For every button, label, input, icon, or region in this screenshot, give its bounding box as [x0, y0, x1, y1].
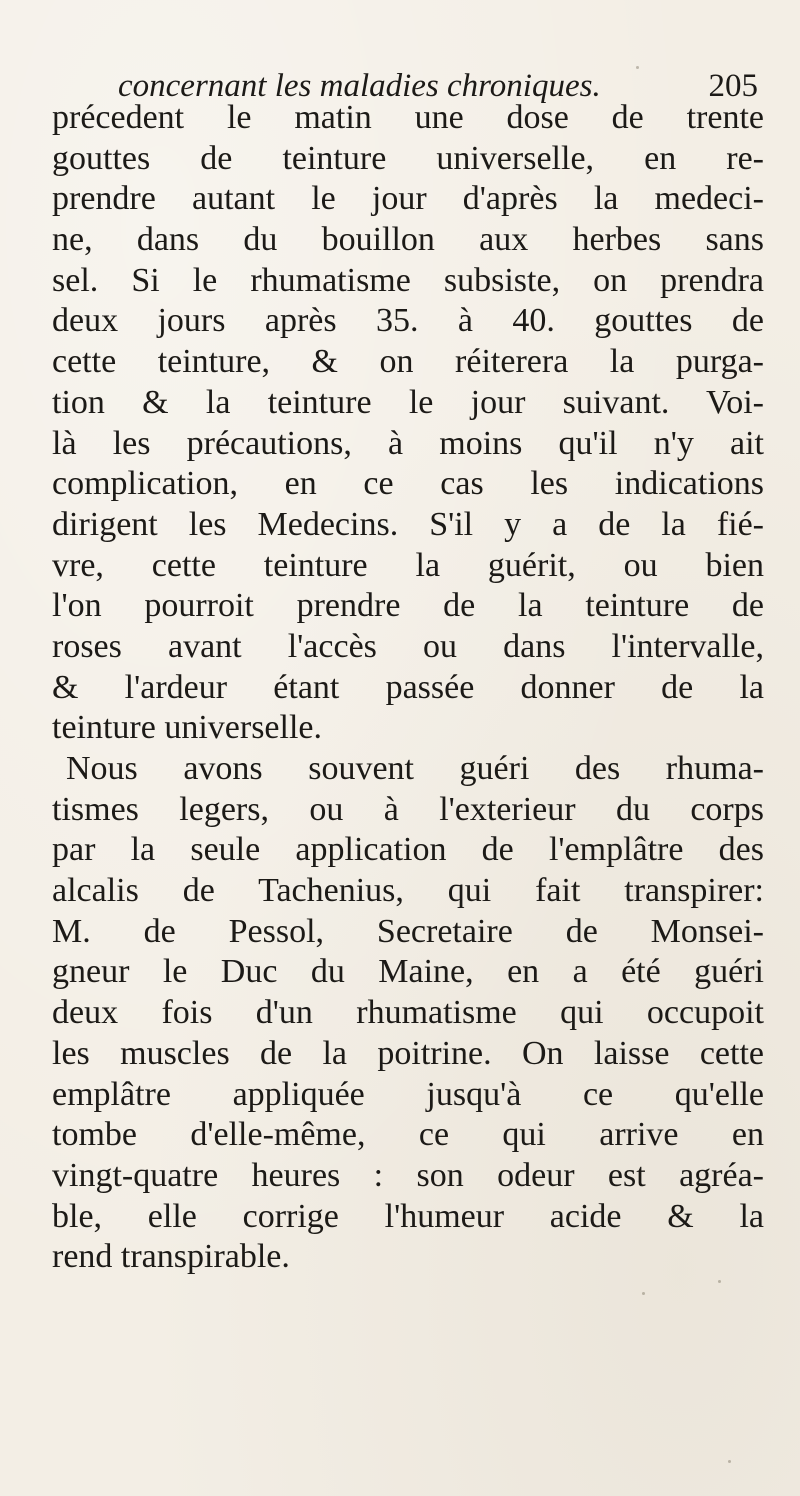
- paper-speck: [718, 1280, 721, 1283]
- text-line: là les précautions, à moins qu'il n'y ait: [52, 424, 764, 462]
- text-line: vre, cette teinture la guérit, ou bien: [52, 546, 764, 584]
- text-line: deux fois d'un rhumatisme qui occupoit: [52, 994, 764, 1032]
- text-line: cette teinture, & on réiterera la purga-: [52, 343, 764, 381]
- paper-speck: [728, 1460, 731, 1463]
- page-number: 205: [708, 68, 758, 104]
- text-line: deux jours après 35. à 40. gouttes de: [52, 302, 764, 340]
- paper-speck: [642, 1292, 645, 1295]
- text-line: par la seule application de l'emplâtre des: [52, 831, 764, 869]
- body-text: [52, 98, 764, 1278]
- text-line: & l'ardeur étant passée donner de la: [52, 668, 764, 706]
- text-line: tombe d'elle-même, ce qui arrive en: [52, 1116, 764, 1154]
- text-line: rend transpirable.: [52, 1238, 290, 1276]
- paper-speck: [636, 66, 639, 69]
- text-line: M. de Pessol, Secretaire de Monsei-: [52, 912, 764, 950]
- text-line: tismes legers, ou à l'exterieur du corps: [52, 790, 764, 828]
- text-line: roses avant l'accès ou dans l'intervalle,: [52, 627, 764, 665]
- text-line: gneur le Duc du Maine, en a été guéri: [52, 953, 764, 991]
- text-line: dirigent les Medecins. S'il y a de la fié-: [52, 505, 764, 543]
- text-line: prendre autant le jour d'après la medeci-: [52, 180, 764, 218]
- text-line: précedent le matin une dose de trente: [52, 99, 764, 136]
- text-line: complication, en ce cas les indications: [52, 465, 764, 503]
- text-line: gouttes de teinture universelle, en re-: [52, 139, 764, 177]
- text-line: sel. Si le rhumatisme subsiste, on prendra: [52, 261, 764, 299]
- text-line: emplâtre appliquée jusqu'à ce qu'elle: [52, 1075, 764, 1113]
- text-line: teinture universelle.: [52, 709, 323, 747]
- text-line: l'on pourroit prendre de la teinture de: [52, 587, 764, 625]
- text-line: vingt-quatre heures : son odeur est agréa-: [52, 1156, 764, 1194]
- text-line: ble, elle corrige l'humeur acide & la: [52, 1197, 764, 1235]
- text-line: Nous avons souvent guéri des rhuma-: [66, 750, 764, 787]
- text-line: tion & la teinture le jour suivant. Voi-: [52, 383, 764, 421]
- text-line: alcalis de Tachenius, qui fait transpirer:: [52, 872, 764, 910]
- text-line: ne, dans du bouillon aux herbes sans: [52, 221, 764, 259]
- running-title: concernant les maladies chroniques.: [118, 68, 601, 104]
- text-line: les muscles de la poitrine. On laisse cette: [52, 1034, 764, 1072]
